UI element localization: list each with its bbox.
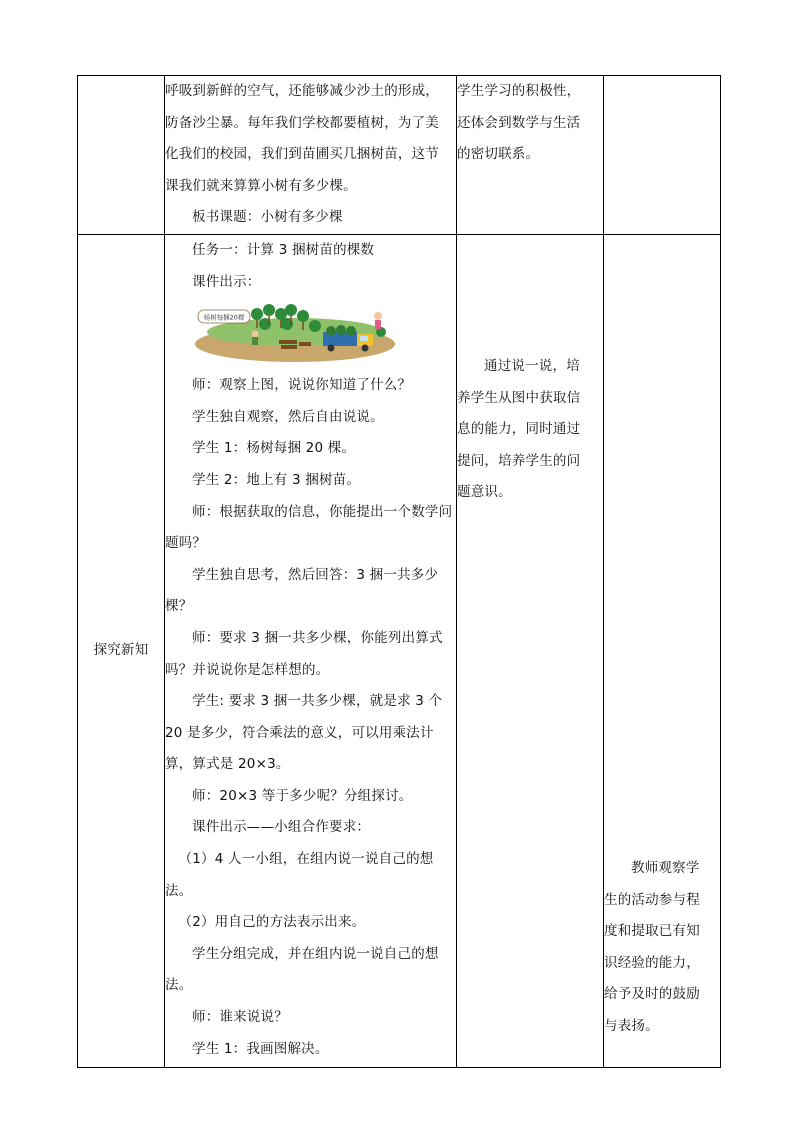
spacer	[604, 235, 720, 853]
dialogue-line: 师：20×3 等于多少呢？分组探讨。	[192, 787, 413, 804]
text-line: 度和提取已有知	[604, 923, 700, 940]
assessment-cell-empty	[604, 76, 721, 235]
board-title: 板书课题：小树有多少棵	[192, 209, 343, 226]
text-line: 提问，培养学生的问	[457, 452, 581, 469]
dialogue-line: （1）4 人一小组，在组内说一说自己的想法。	[165, 851, 434, 899]
lesson-plan-table	[77, 75, 721, 1068]
assessment-cell	[604, 234, 721, 1067]
stage-label: 探究新知	[93, 642, 149, 659]
text-line: 识经验的能力，	[604, 954, 700, 971]
courseware-label: 课件出示：	[192, 273, 261, 290]
tree-planting-illustration	[195, 302, 399, 364]
dialogue-line: 课件出示——小组合作要求：	[192, 819, 371, 836]
text-line: 给予及时的鼓励	[604, 986, 700, 1003]
dialogue-line: 学生独自观察，然后自由说说。	[192, 408, 384, 425]
activity-cell	[165, 76, 457, 235]
text-line: 养学生从图中获取信	[457, 389, 581, 406]
text-line: 课我们就来算算小树有多少棵。	[165, 177, 357, 194]
dialogue-line: 学生 1：我画图解决。	[192, 1040, 329, 1057]
text-line: 呼吸到新鲜的空气，还能够减少沙土的形成，	[165, 83, 439, 99]
table-row	[78, 234, 721, 1067]
text-line: 生的活动参与程	[604, 891, 700, 908]
table-row	[78, 76, 721, 235]
text-line: 教师观察学	[631, 859, 700, 876]
dialogue-line: 师：观察上图，说说你知道了什么？	[192, 377, 412, 394]
text-line: 题意识。	[457, 484, 512, 501]
spacer	[457, 235, 603, 351]
text-line: 化我们的校园，我们到苗圃买几捆树苗，这节	[165, 146, 439, 163]
intent-cell	[457, 76, 604, 235]
text-line: 学生学习的积极性，	[457, 83, 581, 99]
text-line: 的密切联系。	[457, 146, 540, 163]
text-line: 息的能力，同时通过	[457, 421, 581, 438]
dialogue-line: 师：根据获取的信息，你能提出一个数学问题吗？	[165, 503, 453, 552]
task-heading: 任务一：计算 3 捆树苗的棵数	[192, 241, 375, 258]
text-line: 还体会到数学与生活	[457, 114, 581, 131]
text-line: 通过说一说，培	[484, 357, 580, 374]
stage-label-cell	[78, 234, 165, 1067]
dialogue-line: 学生分组完成，并在组内说一说自己的想法。	[165, 945, 439, 994]
dialogue-line: 师：谁来说说？	[192, 1009, 288, 1026]
text-line: 与表扬。	[604, 1017, 659, 1034]
intent-cell	[457, 234, 604, 1067]
dialogue-line: 学生 2：地上有 3 捆树苗。	[192, 471, 361, 488]
sign-text: 杨树每捆20棵	[203, 313, 245, 322]
dialogue-line: 学生: 要求 3 捆一共多少棵，就是求 3 个 20 是多少，符合乘法的意义，可以用乘法计算，算式是 20×3。	[165, 693, 443, 773]
dialogue-line: 师：要求 3 捆一共多少棵，你能列出算式吗？并说说你是怎样想的。	[165, 629, 443, 678]
activity-cell	[165, 234, 457, 1067]
stage-cell-empty	[78, 76, 165, 235]
dialogue-line: 学生 1：杨树每捆 20 棵。	[192, 440, 356, 457]
dialogue-line: （2）用自己的方法表示出来。	[178, 914, 366, 931]
text-line: 防备沙尘暴。每年我们学校都要植树，为了美	[165, 114, 439, 131]
dialogue-line: 学生独自思考，然后回答：3 捆一共多少棵？	[165, 566, 439, 615]
